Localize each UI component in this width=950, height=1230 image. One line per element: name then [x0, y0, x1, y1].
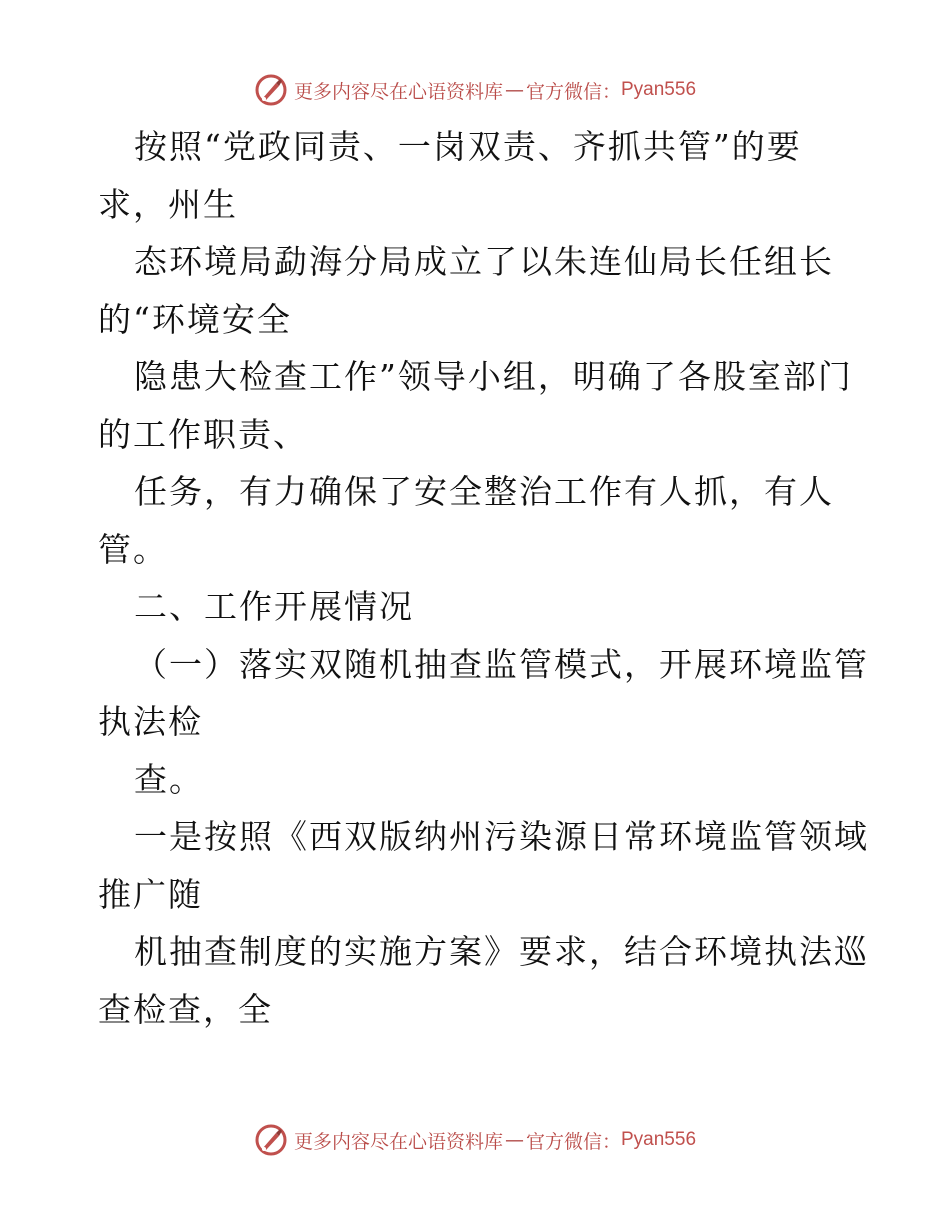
pen-seal-icon [254, 73, 288, 107]
text-line: 态环境局勐海分局成立了以朱连仙局长任组长 [134, 242, 834, 281]
watermark-brand: 更多内容尽在心语资料库 [293, 1130, 503, 1153]
watermark-label: 官方微信： [525, 80, 621, 103]
text-line: 查检查，全 [98, 989, 273, 1029]
watermark-wechat-id: Pyan556 [621, 1129, 697, 1150]
section-heading: 二、工作开展情况 [134, 587, 414, 626]
text-line: 隐患大检查工作”领导小组，明确了各股室部门 [134, 357, 853, 396]
text-line: 管。 [98, 529, 168, 569]
text-line: 的“环境安全 [98, 299, 292, 339]
text-line: 机抽查制度的实施方案》要求，结合环境执法巡 [134, 932, 869, 971]
text-line: 的工作职责、 [98, 414, 308, 454]
pen-seal-icon [254, 1123, 288, 1157]
subsection-heading: （一）落实双随机抽查监管模式，开展环境监管 [134, 644, 869, 684]
document-body [98, 118, 869, 1038]
watermark-wechat-id: Pyan556 [621, 79, 697, 100]
text-line: 按照“党政同责、一岗双责、齐抓共管”的要 [134, 127, 802, 166]
watermark-brand: 更多内容尽在心语资料库 [293, 80, 503, 103]
footer-watermark [0, 1120, 950, 1160]
text-line: 任务，有力确保了安全整治工作有人抓，有人 [134, 472, 834, 511]
text-line: 推广随 [98, 874, 203, 914]
text-line: 求，州生 [98, 184, 238, 224]
watermark-separator: — [504, 79, 524, 101]
watermark-label: 官方微信： [525, 1130, 621, 1153]
header-watermark [0, 70, 950, 110]
text-line: 查。 [134, 759, 204, 799]
watermark-separator: — [504, 1129, 524, 1151]
text-line: 一是按照《西双版纳州污染源日常环境监管领域 [134, 817, 869, 856]
text-line: 执法检 [98, 702, 203, 741]
